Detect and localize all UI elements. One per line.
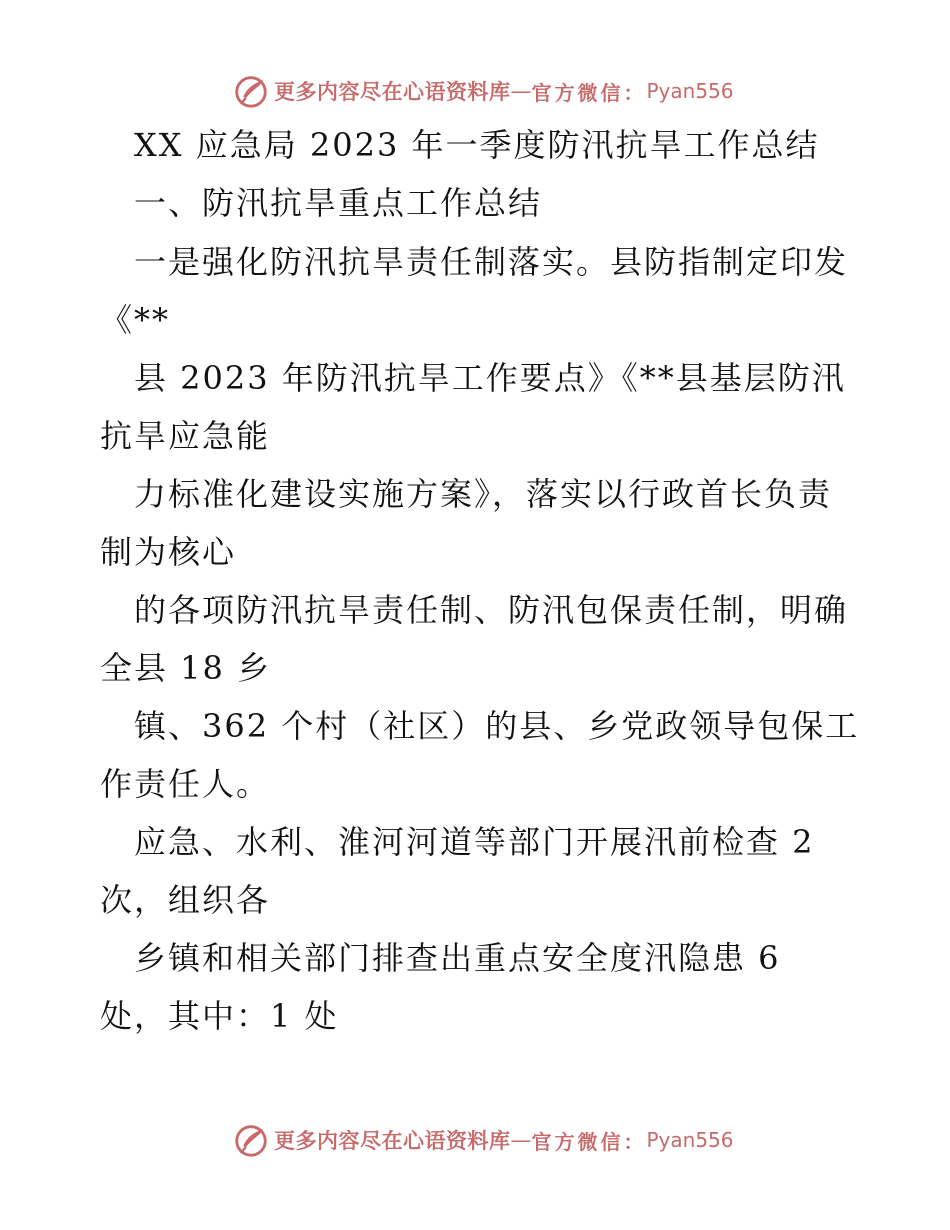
paragraph-line: 作责任人。 bbox=[100, 765, 271, 803]
document-title: XX 应急局 2023 年一季度防汛抗旱工作总结 bbox=[134, 126, 820, 164]
watermark-separator: — bbox=[510, 79, 532, 103]
paragraph-line: 处，其中：1 处 bbox=[100, 997, 339, 1035]
paragraph-line: 《** bbox=[100, 301, 171, 339]
paragraph-line: 力标准化建设实施方案》，落实以行政首长负责 bbox=[134, 475, 833, 513]
paragraph-line: 次，组织各 bbox=[100, 881, 271, 919]
watermark-separator: — bbox=[510, 1128, 532, 1152]
paragraph-line: 抗旱应急能 bbox=[100, 417, 271, 455]
paragraph-line: 制为核心 bbox=[100, 533, 237, 571]
brand-logo-icon bbox=[232, 72, 270, 110]
paragraph-line: 全县 18 乡 bbox=[100, 649, 272, 687]
paragraph-line: 乡镇和相关部门排查出重点安全度汛隐患 6 bbox=[134, 939, 781, 977]
brand-logo-icon bbox=[232, 1121, 270, 1159]
paragraph-line: 镇、362 个村（社区）的县、乡党政领导包保工 bbox=[134, 707, 860, 745]
watermark-wechat-label: 官方微信： bbox=[531, 1129, 647, 1154]
watermark-wechat-id: Pyan556 bbox=[646, 1128, 734, 1152]
watermark-wechat-id: Pyan556 bbox=[646, 79, 734, 103]
watermark-text: 更多内容尽在心语资料库 bbox=[274, 79, 511, 104]
paragraph-line: 一是强化防汛抗旱责任制落实。县防指制定印发 bbox=[134, 243, 849, 281]
footer-watermark bbox=[232, 1120, 734, 1160]
paragraph-line: 县 2023 年防汛抗旱工作要点》《**县基层防汛 bbox=[134, 359, 846, 397]
watermark-wechat-label: 官方微信： bbox=[531, 80, 647, 105]
section-heading: 一、防汛抗旱重点工作总结 bbox=[134, 184, 543, 222]
paragraph-line: 的各项防汛抗旱责任制、防汛包保责任制，明确 bbox=[134, 591, 849, 629]
header-watermark bbox=[232, 71, 734, 111]
paragraph-line: 应急、水利、淮河河道等部门开展汛前检查 2 bbox=[134, 823, 815, 861]
watermark-text: 更多内容尽在心语资料库 bbox=[274, 1128, 511, 1153]
